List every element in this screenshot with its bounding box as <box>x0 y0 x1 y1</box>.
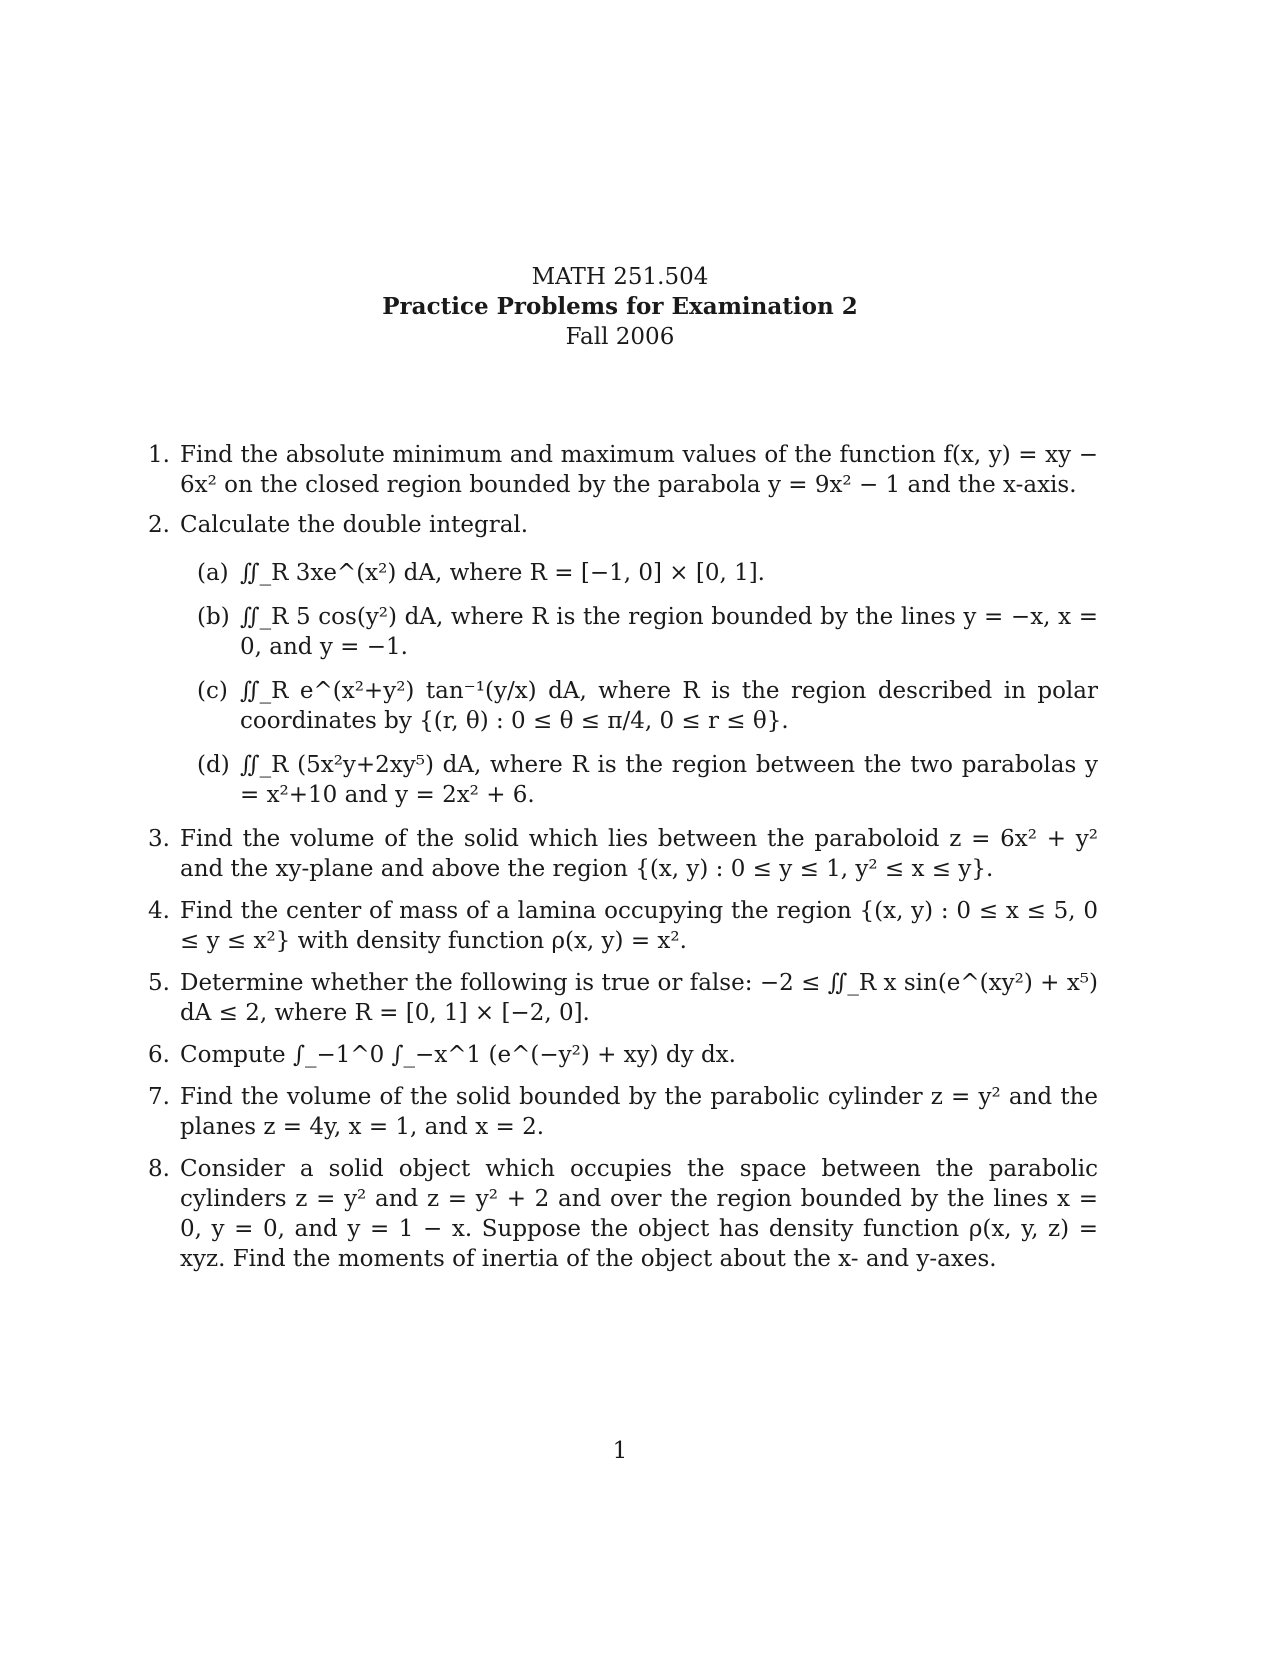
subpart-label: (d) <box>197 752 230 778</box>
problem-text: Find the volume of the solid bounded by the parabolic cylinder z = y² and the planes z = 4y, x = 1, and x = 2. <box>180 1084 1098 1140</box>
problem-7 <box>148 1082 1098 1142</box>
problem-number: 6. <box>148 1042 170 1068</box>
problem-1 <box>148 440 1098 500</box>
subpart-a <box>180 558 1098 588</box>
problem-number: 4. <box>148 898 170 924</box>
subpart-b <box>180 602 1098 662</box>
document-title: Practice Problems for Examination 2 <box>382 293 858 320</box>
problem-text: Compute ∫_−1^0 ∫_−x^1 (e^(−y²) + xy) dy dx. <box>180 1042 736 1068</box>
subpart-c <box>180 676 1098 736</box>
problem-number: 1. <box>148 442 170 468</box>
problem-text: Find the volume of the solid which lies between the paraboloid z = 6x² + y² and the xy-plane and above the region {(x, y) : 0 ≤ y ≤ 1, y² ≤ x ≤ y}. <box>180 826 1098 882</box>
problem-list <box>148 440 1098 1286</box>
term: Fall 2006 <box>565 324 675 350</box>
problem-4 <box>148 896 1098 956</box>
page-number: 1 <box>612 1438 628 1464</box>
problem-2 <box>148 510 1098 810</box>
problem-number: 8. <box>148 1156 170 1182</box>
subpart-text: ∬_R (5x²y+2xy⁵) dA, where R is the region between the two parabolas y = x²+10 and y = 2x² + 6. <box>240 752 1098 808</box>
subpart-label: (a) <box>197 560 229 586</box>
subpart-list <box>180 558 1098 810</box>
problem-number: 5. <box>148 970 170 996</box>
problem-6 <box>148 1040 1098 1070</box>
problem-text: Consider a solid object which occupies the space between the parabolic cylinders z = y² and z = y² + 2 and over the region bounded by the lines x = 0, y = 0, and y = 1 − x. Suppose the object has density function ρ(x, y, z) = xyz. Find the moments of inertia of the object about the x- and y-axes. <box>180 1156 1098 1272</box>
course-code: MATH 251.504 <box>531 264 709 290</box>
problem-text: Find the absolute minimum and maximum values of the function f(x, y) = xy − 6x² on the closed region bounded by the parabola y = 9x² − 1 and the x-axis. <box>180 442 1098 498</box>
subpart-text: ∬_R e^(x²+y²) tan⁻¹(y/x) dA, where R is the region described in polar coordinates by {(r, θ) : 0 ≤ θ ≤ π/4, 0 ≤ r ≤ θ}. <box>240 678 1098 734</box>
problem-number: 7. <box>148 1084 170 1110</box>
subpart-text: ∬_R 5 cos(y²) dA, where R is the region bounded by the lines y = −x, x = 0, and y = −1. <box>240 604 1098 660</box>
problem-number: 2. <box>148 512 170 538</box>
problem-8 <box>148 1154 1098 1274</box>
problem-5 <box>148 968 1098 1028</box>
problem-text: Calculate the double integral. <box>180 512 529 538</box>
document-header <box>0 262 1240 352</box>
problem-text: Determine whether the following is true or false: −2 ≤ ∬_R x sin(e^(xy²) + x⁵) dA ≤ 2, where R = [0, 1] × [−2, 0]. <box>180 970 1098 1026</box>
subpart-text: ∬_R 3xe^(x²) dA, where R = [−1, 0] × [0, 1]. <box>240 560 765 586</box>
problem-3 <box>148 824 1098 884</box>
problem-number: 3. <box>148 826 170 852</box>
subpart-d <box>180 750 1098 810</box>
subpart-label: (b) <box>197 604 230 630</box>
problem-text: Find the center of mass of a lamina occupying the region {(x, y) : 0 ≤ x ≤ 5, 0 ≤ y ≤ x²} with density function ρ(x, y) = x². <box>180 898 1098 954</box>
subpart-label: (c) <box>197 678 228 704</box>
